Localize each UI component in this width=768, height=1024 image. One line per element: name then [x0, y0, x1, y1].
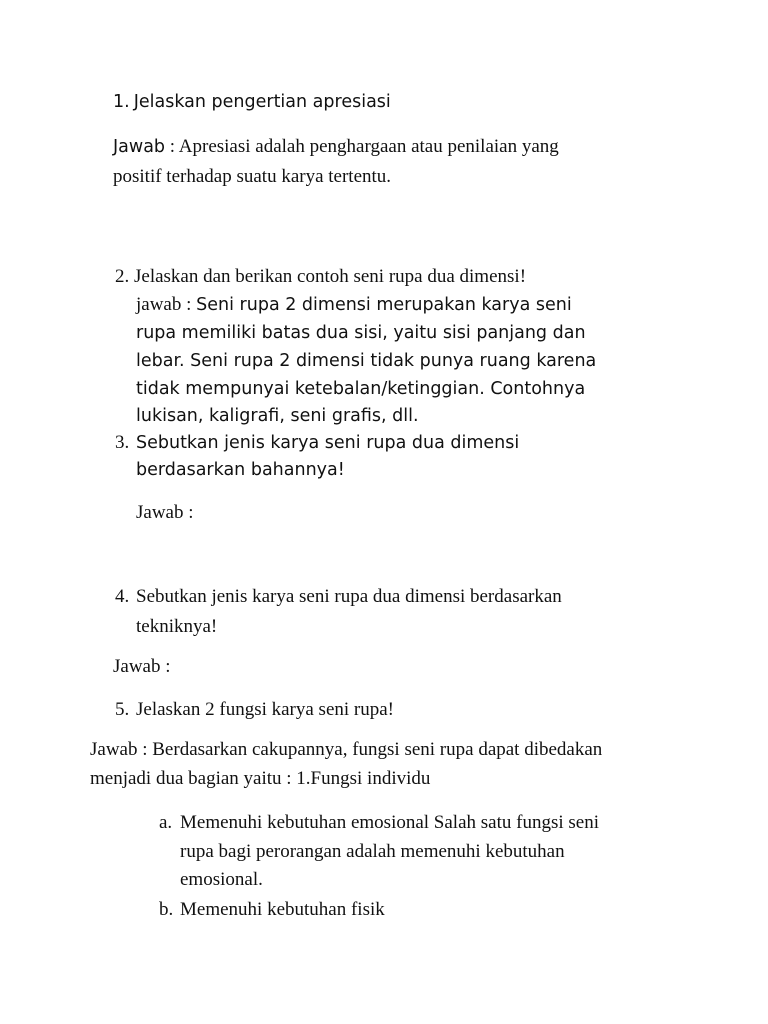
answer-text: Apresiasi adalah penghargaan atau penilaian yang — [178, 136, 559, 157]
question-text: Jelaskan pengertian apresiasi — [133, 92, 391, 112]
question-text: tekniknya! — [136, 616, 218, 637]
answer-2-line — [136, 293, 572, 317]
answer-text: positif terhadap suatu karya tertentu. — [113, 166, 392, 187]
list-item-text: rupa bagi perorangan adalah memenuhi kebutuhan — [180, 841, 565, 862]
answer-label: jawab : — [136, 294, 197, 315]
answer-text: rupa memiliki batas dua sisi, yaitu sisi panjang dan — [136, 323, 586, 343]
answer-text: menjadi dua bagian yaitu : 1.Fungsi individu — [90, 768, 431, 789]
question-text: Sebutkan jenis karya seni rupa dua dimensi berdasarkan — [136, 586, 562, 607]
answer-text: Seni rupa 2 dimensi merupakan karya seni — [196, 295, 572, 315]
question-number: 3. — [115, 432, 130, 453]
answer-text: lukisan, kaligrafi, seni grafis, dll. — [136, 406, 419, 426]
answer-label: Jawab — [113, 137, 166, 157]
question-number: 4. — [115, 586, 130, 607]
answer-label: Jawab : — [113, 656, 171, 677]
answer-label: Jawab : — [136, 502, 194, 523]
question-number: 5. — [115, 699, 130, 720]
question-text: berdasarkan bahannya! — [136, 460, 345, 480]
question-text: Jelaskan dan berikan contoh seni rupa dua dimensi! — [134, 266, 527, 287]
answer-text: tidak mempunyai ketebalan/ketinggian. Contohnya — [136, 379, 586, 399]
list-item-text: emosional. — [180, 869, 263, 890]
list-item-text: Memenuhi kebutuhan fisik — [180, 899, 385, 920]
question-text: Sebutkan jenis karya seni rupa dua dimensi — [136, 433, 520, 453]
question-2 — [115, 265, 526, 289]
answer-separator: : — [165, 136, 179, 157]
question-number: 2. — [115, 266, 130, 287]
list-item-text: Memenuhi kebutuhan emosional Salah satu fungsi seni — [180, 812, 599, 833]
list-marker: b. — [159, 899, 174, 920]
question-number: 1. — [113, 92, 130, 112]
question-text: Jelaskan 2 fungsi karya seni rupa! — [136, 699, 395, 720]
answer-1-line — [113, 135, 559, 159]
answer-text: lebar. Seni rupa 2 dimensi tidak punya ruang karena — [136, 351, 597, 371]
answer-text: Jawab : Berdasarkan cakupannya, fungsi seni rupa dapat dibedakan — [90, 739, 603, 760]
list-marker: a. — [159, 812, 173, 833]
question-1 — [113, 90, 391, 114]
